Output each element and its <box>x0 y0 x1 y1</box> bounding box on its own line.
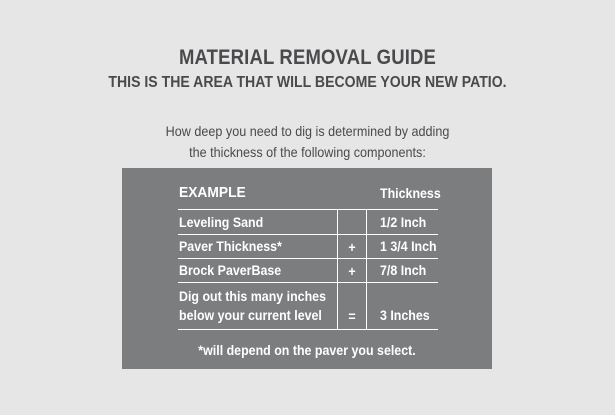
intro-line-1: How deep you need to dig is determined by adding <box>165 123 450 139</box>
table-header-thickness: Thickness <box>380 186 441 201</box>
table-row-operator: = <box>348 309 356 324</box>
table-column-divider <box>337 209 338 329</box>
table-header-example: EXAMPLE <box>179 184 246 201</box>
table-row-thickness: 1/2 Inch <box>380 215 427 230</box>
table-row-component: Paver Thickness* <box>179 239 282 254</box>
table-divider <box>178 209 438 210</box>
material-table-panel <box>122 168 492 369</box>
table-footnote: *will depend on the paver you select. <box>198 343 416 358</box>
table-divider <box>178 282 438 283</box>
table-row-component: Brock PaverBase <box>179 263 282 278</box>
table-row-thickness: 7/8 Inch <box>380 263 427 278</box>
table-row-component: Leveling Sand <box>179 215 264 230</box>
table-divider <box>178 258 438 259</box>
table-divider <box>178 329 438 330</box>
page-subtitle: THIS IS THE AREA THAT WILL BECOME YOUR NEW PATIO. <box>108 74 507 91</box>
intro-line-2: the thickness of the following components: <box>189 144 426 160</box>
table-row-operator: + <box>348 240 356 255</box>
table-row-component-continued: below your current level <box>179 308 322 323</box>
intro-text <box>31 121 585 163</box>
table-row-operator: + <box>348 264 356 279</box>
table-row-thickness: 1 3/4 Inch <box>380 239 437 254</box>
table-divider <box>178 234 438 235</box>
table-column-divider <box>366 209 367 329</box>
table-row-thickness: 3 Inches <box>380 308 430 323</box>
page-title: MATERIAL REMOVAL GUIDE <box>178 46 437 69</box>
table-row-component: Dig out this many inches <box>179 289 326 304</box>
